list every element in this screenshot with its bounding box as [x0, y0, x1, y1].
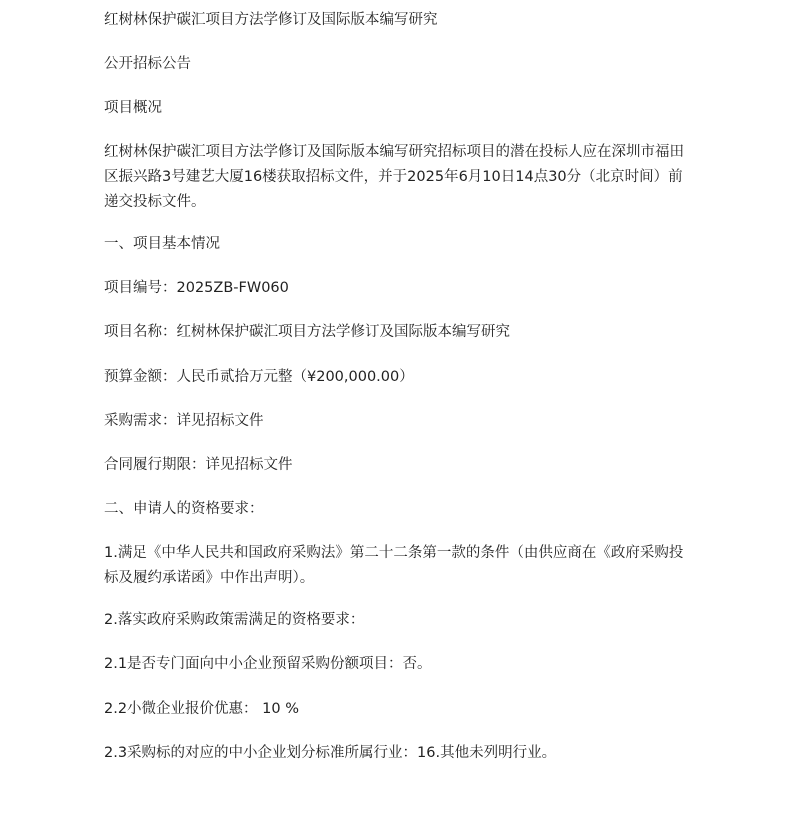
announcement-type: 公开招标公告 [104, 56, 191, 72]
qualification-item-1: 1.满足《中华人民共和国政府采购法》第二十二条第一款的条件（由供应商在《政府采购投标及履约承诺函》中作出声明）。 [104, 545, 684, 586]
procurement-requirement: 采购需求：详见招标文件 [104, 413, 264, 429]
overview-paragraph: 红树林保护碳汇项目方法学修订及国际版本编写研究招标项目的潜在投标人应在深圳市福田区振兴路3号建艺大厦16楼获取招标文件，并于2025年6月10日14点30分（北京时间）前递交投标文件。 [104, 144, 684, 210]
project-number: 项目编号：2025ZB-FW060 [104, 280, 289, 296]
contract-period: 合同履行期限：详见招标文件 [104, 457, 293, 473]
qualification-item-2-3: 2.3采购标的对应的中小企业划分标准所属行业：16.其他未列明行业。 [104, 745, 557, 761]
project-name: 项目名称：红树林保护碳汇项目方法学修订及国际版本编写研究 [104, 324, 510, 340]
section-heading-overview: 项目概况 [104, 100, 162, 116]
section-heading-qualifications: 二、申请人的资格要求： [104, 501, 264, 517]
qualification-item-2: 2.落实政府采购政策需满足的资格要求： [104, 612, 365, 628]
budget-amount: 预算金额：人民币贰拾万元整（¥200,000.00） [104, 369, 414, 385]
qualification-item-2-1: 2.1是否专门面向中小企业预留采购份额项目：否。 [104, 656, 432, 672]
qualification-item-2-2: 2.2小微企业报价优惠： 10 % [104, 701, 300, 717]
section-heading-basic-info: 一、项目基本情况 [104, 236, 220, 252]
document-title: 红树林保护碳汇项目方法学修订及国际版本编写研究 [104, 12, 438, 28]
